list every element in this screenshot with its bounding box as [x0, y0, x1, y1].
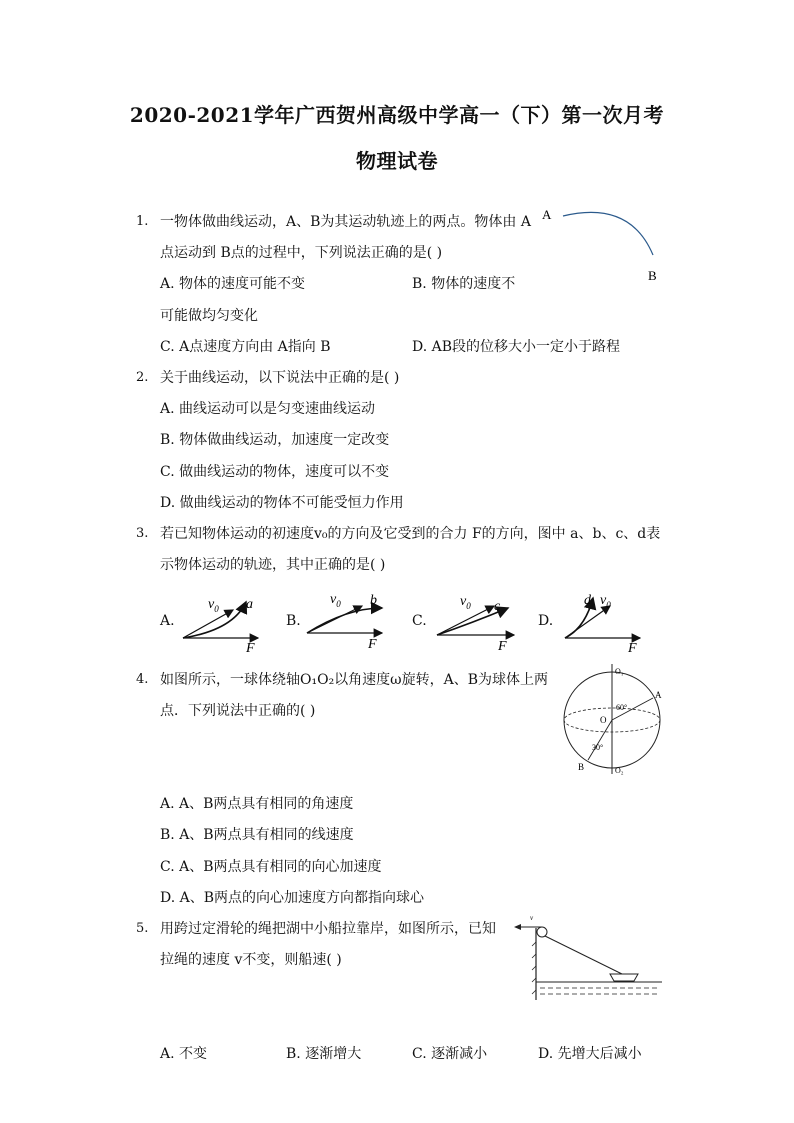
svg-text:v0: $v_0$: [460, 594, 471, 611]
point-a-label: A: [542, 207, 552, 222]
question-5-stem-line2: 拉绳的速度 v不变，则船速( ): [160, 952, 342, 968]
axis-top-label: O₁: [615, 667, 624, 676]
question-2-stem: 关于曲线运动，以下说法中正确的是( ): [160, 370, 400, 386]
trajectory-arc-figure: [535, 200, 665, 290]
question-3-option-c: C.: [412, 613, 427, 629]
point-a-label: A: [655, 690, 662, 700]
question-5-stem-line1: 用跨过定滑轮的绳把湖中小船拉靠岸，如图所示，已知: [160, 921, 496, 937]
angle-60-label: 60°: [616, 703, 628, 712]
curve-label-d: d: [584, 593, 591, 608]
trajectory-figure-a: [178, 588, 268, 654]
question-1-stem-line2: 点运动到 B点的过程中，下列说法正确的是( ): [160, 245, 443, 261]
v0-label: v: [208, 597, 215, 612]
exam-subtitle: 物理试卷: [356, 149, 438, 173]
exam-title: 2020-2021学年广西贺州高级中学高一（下）第一次月考: [129, 103, 665, 127]
point-b-label: B: [578, 762, 585, 772]
question-1-option-b: B. 物体的速度不: [412, 276, 516, 292]
v0-label: v: [460, 594, 467, 609]
trajectory-figure-d: [560, 588, 650, 654]
question-3-number: 3.: [136, 526, 149, 541]
question-4-stem-line2: 点．下列说法中正确的( ): [160, 703, 316, 719]
question-2-number: 2.: [136, 370, 149, 385]
question-2-option-a: A. 曲线运动可以是匀变速曲线运动: [160, 401, 376, 417]
point-b-label: B: [648, 268, 657, 283]
center-label: O: [600, 715, 607, 725]
question-5-option-d: D. 先增大后减小: [538, 1046, 642, 1062]
axis-bottom-label: O₂: [615, 766, 624, 775]
question-1-option-a: A. 物体的速度可能不变: [160, 276, 306, 292]
question-3-option-d: D.: [538, 613, 554, 629]
question-1-option-c: C. A点速度方向由 A指向 B: [160, 339, 331, 355]
curve-label-a: a: [246, 597, 253, 612]
force-label: F: [246, 641, 255, 654]
force-label: F: [368, 637, 377, 652]
question-1-stem-line1: 一物体做曲线运动，A、B为其运动轨迹上的两点。物体由 A: [160, 214, 531, 230]
question-1-option-d: D. AB段的位移大小一定小于路程: [412, 339, 621, 355]
question-3-stem-line2: 示物体运动的轨迹，其中正确的是( ): [160, 557, 386, 573]
question-5-option-c: C. 逐渐减小: [412, 1046, 488, 1062]
question-5-option-a: A. 不变: [160, 1046, 208, 1062]
question-1-number: 1.: [136, 214, 149, 229]
question-3-stem-line1: 若已知物体运动的初速度v₀的方向及它受到的合力 F的方向，图中 a、b、c、d表: [160, 526, 661, 542]
question-3-option-b: B.: [286, 613, 301, 629]
question-2-option-d: D. 做曲线运动的物体不可能受恒力作用: [160, 495, 404, 511]
trajectory-figure-b: [302, 588, 392, 654]
force-label: F: [498, 639, 507, 654]
curve-label-b: b: [370, 593, 377, 608]
question-4-stem-line1: 如图所示，一球体绕轴O₁O₂以角速度ω旋转，A、B为球体上两: [160, 672, 548, 688]
question-4-option-a: A. A、B两点具有相同的角速度: [160, 796, 354, 812]
question-3-option-a: A.: [160, 613, 175, 629]
question-1-option-b-cont: 可能做均匀变化: [160, 308, 258, 324]
svg-text:v0: $v_0$: [600, 593, 611, 610]
force-label: F: [628, 641, 637, 654]
curve-label-c: c: [494, 599, 501, 614]
question-5-option-b: B. 逐渐增大: [286, 1046, 362, 1062]
svg-text:v0: $v_0$: [208, 597, 219, 614]
pulley-boat-figure: [510, 912, 665, 1004]
question-4-option-b: B. A、B两点具有相同的线速度: [160, 827, 354, 843]
question-4-number: 4.: [136, 672, 149, 687]
angle-30-label: 30°: [592, 743, 604, 752]
question-4-option-d: D. A、B两点的向心加速度方向都指向球心: [160, 890, 425, 906]
rotating-sphere-figure: [560, 662, 670, 777]
question-5-number: 5.: [136, 921, 149, 936]
question-2-option-c: C. 做曲线运动的物体，速度可以不变: [160, 464, 390, 480]
v0-label: v: [330, 592, 337, 607]
question-2-option-b: B. 物体做曲线运动，加速度一定改变: [160, 432, 390, 448]
svg-text:v0: $v_0$: [330, 592, 341, 609]
trajectory-figure-c: [432, 588, 522, 654]
rope-speed-label: v: [530, 914, 534, 922]
question-4-option-c: C. A、B两点具有相同的向心加速度: [160, 859, 382, 875]
v0-label: v: [600, 593, 607, 608]
